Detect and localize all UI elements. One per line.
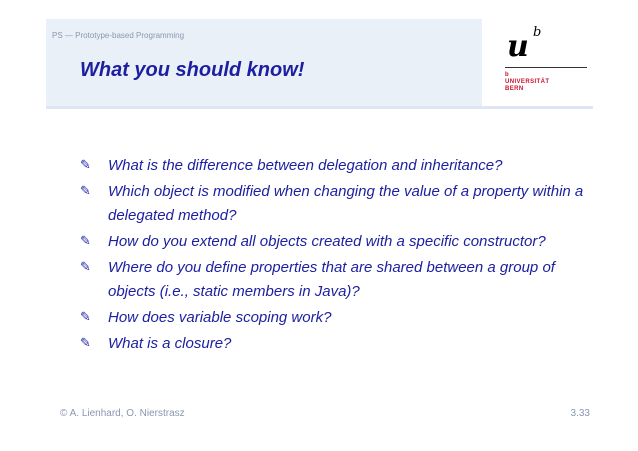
list-item [80,332,600,356]
pencil-icon: ✎ [80,234,91,249]
logo-line2: BERN [505,86,524,92]
pencil-icon: ✎ [80,184,91,199]
logo-mark: u [507,29,529,64]
question-text: How does variable scoping work? [108,309,332,326]
question-list [80,154,600,358]
question-text: Where do you define properties that are shared between a group of objects (i.e., static members in Java)? [108,259,555,300]
logo-small: b [505,72,510,78]
footer-copyright: © A. Lienhard, O. Nierstrasz [60,408,185,419]
list-item [80,256,600,304]
logo-line1: UNIVERSITÄT [505,79,550,85]
slide-title: What you should know! [80,59,305,81]
logo-wordmark [505,72,549,93]
question-text: What is a closure? [108,335,232,352]
question-text: How do you extend all objects created with a specific constructor? [108,233,546,250]
logo-superscript: b [533,25,542,40]
course-label: PS — Prototype-based Programming [52,31,185,40]
pencil-icon: ✎ [80,260,91,275]
list-item [80,306,600,330]
pencil-icon: ✎ [80,336,91,351]
list-item [80,180,600,228]
university-logo [505,25,590,93]
question-text: Which object is modified when changing the value of a property within a delegated method? [108,183,584,224]
pencil-icon: ✎ [80,310,91,325]
header-divider [46,106,593,109]
logo-divider [505,67,587,68]
question-text: What is the difference between delegation and inheritance? [108,157,503,174]
list-item [80,230,600,254]
page-number: 3.33 [570,408,590,419]
list-item [80,154,600,178]
pencil-icon: ✎ [80,158,91,173]
